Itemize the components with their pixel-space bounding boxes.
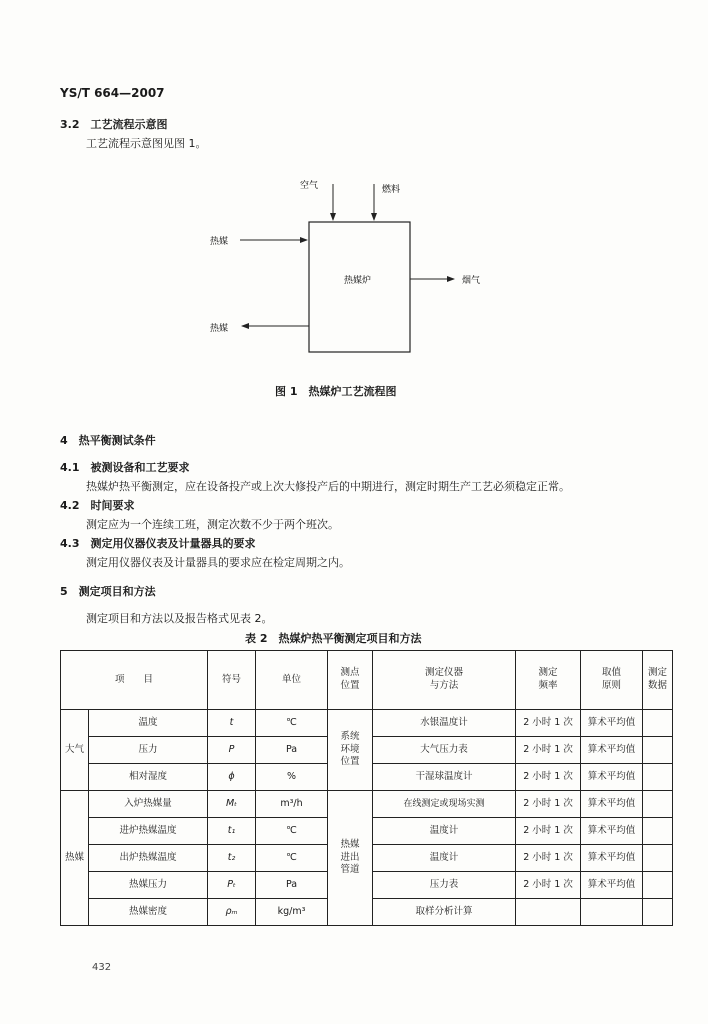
flue-gas-label: 烟气: [462, 276, 481, 286]
cell-unit: m³/h: [256, 791, 328, 818]
header-symbol: 符号: [208, 651, 256, 710]
cell-item: 出炉热媒温度: [89, 845, 208, 872]
cell-data: [643, 710, 673, 737]
section-4-2-text: 测定应为一个连续工班，测定次数不少于两个班次。: [86, 518, 339, 531]
cell-frequency: 2 小时 1 次: [516, 845, 581, 872]
header-frequency: 测定 频率: [516, 651, 581, 710]
table-2-caption: 表 2 热媒炉热平衡测定项目和方法: [245, 632, 422, 645]
cell-item: 入炉热媒量: [89, 791, 208, 818]
cell-principle: 算术平均值: [581, 710, 643, 737]
furnace-box: [309, 222, 410, 352]
cell-principle: 算术平均值: [581, 764, 643, 791]
cell-unit: ℃: [256, 710, 328, 737]
cell-unit: Pa: [256, 872, 328, 899]
cell-item: 温度: [89, 710, 208, 737]
cell-instrument: 压力表: [373, 872, 516, 899]
cell-symbol: ρₘ: [208, 899, 256, 926]
cell-symbol: P: [208, 737, 256, 764]
cell-data: [643, 818, 673, 845]
cell-frequency: 2 小时 1 次: [516, 710, 581, 737]
cell-data: [643, 872, 673, 899]
header-data: 测定 数据: [643, 651, 673, 710]
cell-symbol: t₁: [208, 818, 256, 845]
section-3-2-heading: 3.2 工艺流程示意图: [60, 118, 168, 131]
cell-data: [643, 791, 673, 818]
cell-instrument: 取样分析计算: [373, 899, 516, 926]
cell-frequency: 2 小时 1 次: [516, 872, 581, 899]
section-4-2-heading: 4.2 时间要求: [60, 499, 135, 512]
cell-instrument: 大气压力表: [373, 737, 516, 764]
cell-data: [643, 899, 673, 926]
cell-item: 压力: [89, 737, 208, 764]
cell-frequency: [516, 899, 581, 926]
header-principle: 取值 原则: [581, 651, 643, 710]
cell-unit: %: [256, 764, 328, 791]
cell-item: 进炉热媒温度: [89, 818, 208, 845]
cell-unit: ℃: [256, 845, 328, 872]
medium-out-label: 热媒: [210, 324, 229, 334]
cell-data: [643, 737, 673, 764]
cell-principle: 算术平均值: [581, 872, 643, 899]
section-5-heading: 5 测定项目和方法: [60, 585, 156, 598]
fuel-label: 燃料: [382, 185, 401, 195]
cell-principle: 算术平均值: [581, 791, 643, 818]
air-label: 空气: [300, 181, 319, 191]
furnace-label: 热媒炉: [344, 276, 372, 286]
cell-item: 热媒密度: [89, 899, 208, 926]
cell-frequency: 2 小时 1 次: [516, 818, 581, 845]
cell-principle: [581, 899, 643, 926]
header-location: 测点 位置: [328, 651, 373, 710]
group-air: 大气: [61, 710, 89, 791]
figure-1-caption: 图 1 热媒炉工艺流程图: [275, 385, 397, 398]
cell-frequency: 2 小时 1 次: [516, 791, 581, 818]
cell-item: 相对湿度: [89, 764, 208, 791]
header-unit: 单位: [256, 651, 328, 710]
cell-frequency: 2 小时 1 次: [516, 764, 581, 791]
cell-unit: kg/m³: [256, 899, 328, 926]
cell-symbol: t₂: [208, 845, 256, 872]
cell-instrument: 干湿球温度计: [373, 764, 516, 791]
measurement-table: [60, 650, 673, 926]
section-4-3-heading: 4.3 测定用仪器仪表及计量器具的要求: [60, 537, 256, 550]
cell-instrument: 在线测定或现场实测: [373, 791, 516, 818]
location-air: 系统 环境 位置: [328, 710, 373, 791]
cell-unit: ℃: [256, 818, 328, 845]
cell-symbol: Pₜ: [208, 872, 256, 899]
standard-number: YS/T 664—2007: [60, 86, 165, 100]
cell-data: [643, 845, 673, 872]
table-row: [61, 791, 673, 818]
header-instrument: 测定仪器 与方法: [373, 651, 516, 710]
section-4-1-text: 热媒炉热平衡测定，应在设备投产或上次大修投产后的中期进行，测定时期生产工艺必须稳定正常。: [86, 480, 570, 493]
cell-principle: 算术平均值: [581, 845, 643, 872]
group-medium: 热媒: [61, 791, 89, 926]
cell-instrument: 温度计: [373, 845, 516, 872]
cell-instrument: 水银温度计: [373, 710, 516, 737]
cell-frequency: 2 小时 1 次: [516, 737, 581, 764]
section-4-3-text: 测定用仪器仪表及计量器具的要求应在检定周期之内。: [86, 556, 350, 569]
page-number: 432: [92, 962, 112, 973]
cell-symbol: t: [208, 710, 256, 737]
cell-principle: 算术平均值: [581, 818, 643, 845]
cell-principle: 算术平均值: [581, 737, 643, 764]
medium-in-label: 热媒: [210, 237, 229, 247]
section-4-heading: 4 热平衡测试条件: [60, 434, 156, 447]
cell-instrument: 温度计: [373, 818, 516, 845]
section-5-text: 测定项目和方法以及报告格式见表 2。: [86, 612, 273, 625]
location-medium: 热媒 进出 管道: [328, 791, 373, 926]
cell-symbol: ϕ: [208, 764, 256, 791]
table-row: [61, 710, 673, 737]
cell-symbol: Mₜ: [208, 791, 256, 818]
cell-unit: Pa: [256, 737, 328, 764]
section-4-1-heading: 4.1 被测设备和工艺要求: [60, 461, 190, 474]
process-flow-diagram: [0, 0, 708, 400]
cell-item: 热媒压力: [89, 872, 208, 899]
table-header-row: [61, 651, 673, 710]
header-item: 项 目: [61, 651, 208, 710]
section-3-2-text: 工艺流程示意图见图 1。: [86, 137, 207, 150]
cell-data: [643, 764, 673, 791]
